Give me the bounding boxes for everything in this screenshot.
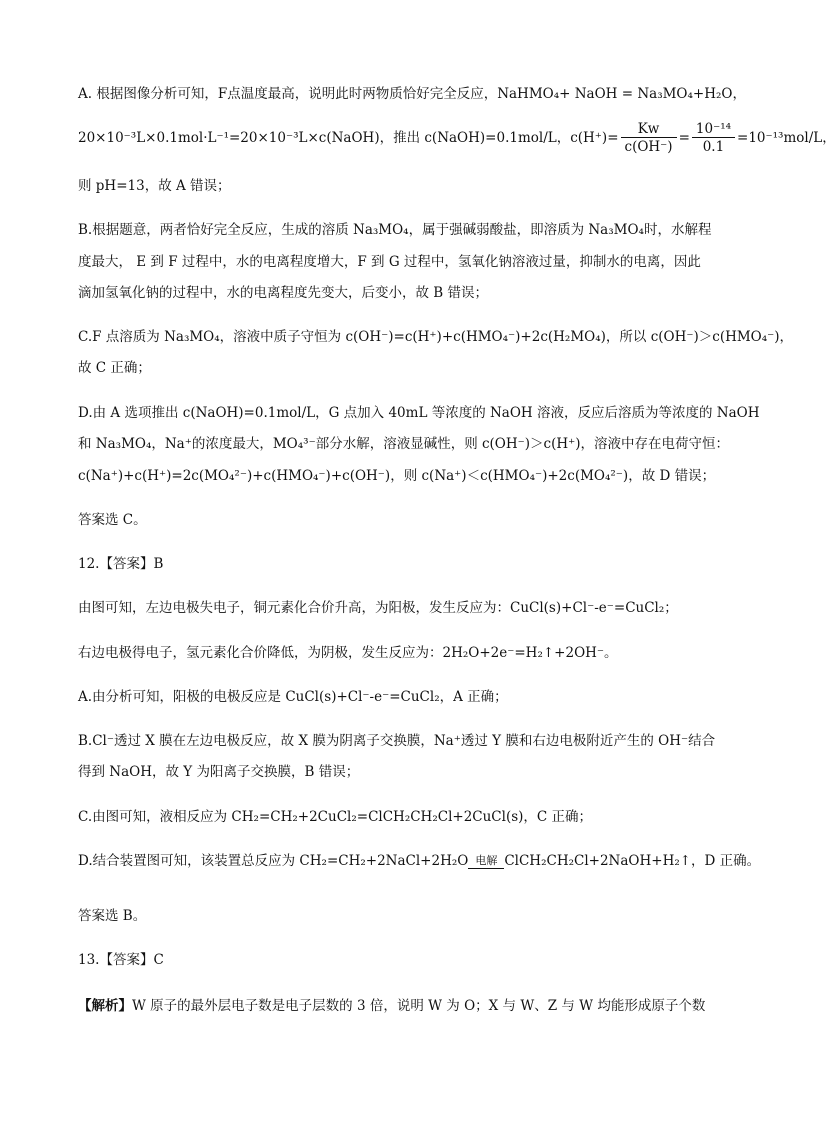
analysis-heading: 【解析】 bbox=[78, 998, 132, 1014]
value-fraction bbox=[692, 121, 735, 156]
answer-choice-b: 答案选 B。 bbox=[78, 908, 147, 924]
q13-analysis-line-1 bbox=[78, 996, 722, 1016]
value-denominator: 0.1 bbox=[702, 139, 725, 155]
electrolysis-arrow bbox=[468, 855, 504, 869]
q12-option-d-products: ClCH₂CH₂Cl+2NaOH+H₂↑，D 正确。 bbox=[504, 853, 761, 869]
option-a-conclusion: 则 pH=13，故 A 错误； bbox=[78, 178, 231, 194]
q12-option-b-line-2: 得到 NaOH，故 Y 为阳离子交换膜，B 错误； bbox=[78, 764, 360, 780]
option-d-line-1: D.由 A 选项推出 c(NaOH)=0.1mol/L，G 点加入 40mL 等浓度的 NaOH 溶液，反应后溶质为等浓度的 NaOH bbox=[78, 405, 760, 421]
h-concentration-result: =10⁻¹³mol/L， bbox=[737, 130, 836, 146]
q12-option-c: C.由图可知，液相反应为 CH₂=CH₂+2CuCl₂=ClCH₂CH₂Cl+2CuCl(s)，C 正确； bbox=[78, 809, 593, 825]
q12-option-b-line-1: B.Cl⁻透过 X 膜在左边电极反应，故 X 膜为阴离子交换膜，Na⁺透过 Y 膜和右边电极附近产生的 OH⁻结合 bbox=[78, 733, 716, 749]
option-b-line-3: 滴加氢氧化钠的过程中，水的电离程度先变大，后变小，故 B 错误； bbox=[78, 285, 489, 301]
option-a-analysis-line-1: A. 根据图像分析可知，F点温度最高，说明此时两物质恰好完全反应，NaHMO₄+ NaOH = Na₃MO₄+H₂O， bbox=[78, 86, 746, 102]
q12-option-a: A.由分析可知，阳极的电极反应是 CuCl(s)+Cl⁻-e⁻=CuCl₂，A 正确； bbox=[78, 689, 508, 705]
q12-option-d-reactants: D.结合装置图可知，该装置总反应为 CH₂=CH₂+2NaCl+2H₂O bbox=[78, 853, 469, 869]
option-b-line-1: B.根据题意，两者恰好完全反应，生成的溶质 Na₃MO₄，属于强碱弱酸盐，即溶质为 Na₃MO₄时，水解程 bbox=[78, 222, 712, 238]
value-numerator: 10⁻¹⁴ bbox=[692, 121, 735, 138]
equals-sign: = bbox=[678, 130, 690, 146]
option-c-line-1: C.F 点溶质为 Na₃MO₄，溶液中质子守恒为 c(OH⁻)=c(H⁺)+c(HMO₄⁻)+2c(H₂MO₄)，所以 c(OH⁻)＞c(HMO₄⁻)， bbox=[78, 329, 794, 345]
question-12-answer: 12.【答案】B bbox=[78, 556, 164, 572]
q13-analysis-text: W 原子的最外层电子数是电子层数的 3 倍，说明 W 为 O；X 与 W、Z 与 W 均能形成原子个数 bbox=[132, 998, 706, 1014]
option-b-line-2: 度最大， E 到 F 过程中，水的电离程度增大，F 到 G 过程中，氢氧化钠溶液过量，抑制水的电离，因此 bbox=[78, 254, 701, 270]
option-d-line-2: 和 Na₃MO₄，Na⁺的浓度最大，MO₄³⁻部分水解，溶液显碱性，则 c(OH⁻)＞c(H⁺)，溶液中存在电荷守恒： bbox=[78, 436, 730, 452]
question-13-answer: 13.【答案】C bbox=[78, 952, 164, 968]
option-c-line-2: 故 C 正确； bbox=[78, 360, 151, 376]
q12-option-d bbox=[78, 846, 761, 876]
option-d-line-3: c(Na⁺)+c(H⁺)=2c(MO₄²⁻)+c(HMO₄⁻)+c(OH⁻)，则 c(Na⁺)＜c(HMO₄⁻)+2c(MO₄²⁻)，故 D 错误； bbox=[78, 468, 716, 484]
kw-fraction bbox=[621, 121, 677, 156]
q12-cathode-analysis: 右边电极得电子，氢元素化合价降低，为阴极，发生反应为：2H₂O+2e⁻=H₂↑+2OH⁻。 bbox=[78, 645, 618, 661]
kw-numerator: Kw bbox=[621, 121, 677, 138]
q12-anode-analysis: 由图可知，左边电极失电子，铜元素化合价升高，为阳极，发生反应为：CuCl(s)+Cl⁻-e⁻=CuCl₂； bbox=[78, 600, 678, 616]
option-a-analysis-line-2 bbox=[78, 118, 836, 158]
answer-choice-c: 答案选 C。 bbox=[78, 512, 147, 528]
electrolysis-label: 电解 bbox=[475, 853, 498, 867]
kw-denominator: c(OH⁻) bbox=[624, 139, 673, 155]
option-a-calc-text: 20×10⁻³L×0.1mol·L⁻¹=20×10⁻³L×c(NaOH)，推出 c(NaOH)=0.1mol/L，c(H⁺)= bbox=[78, 130, 619, 146]
